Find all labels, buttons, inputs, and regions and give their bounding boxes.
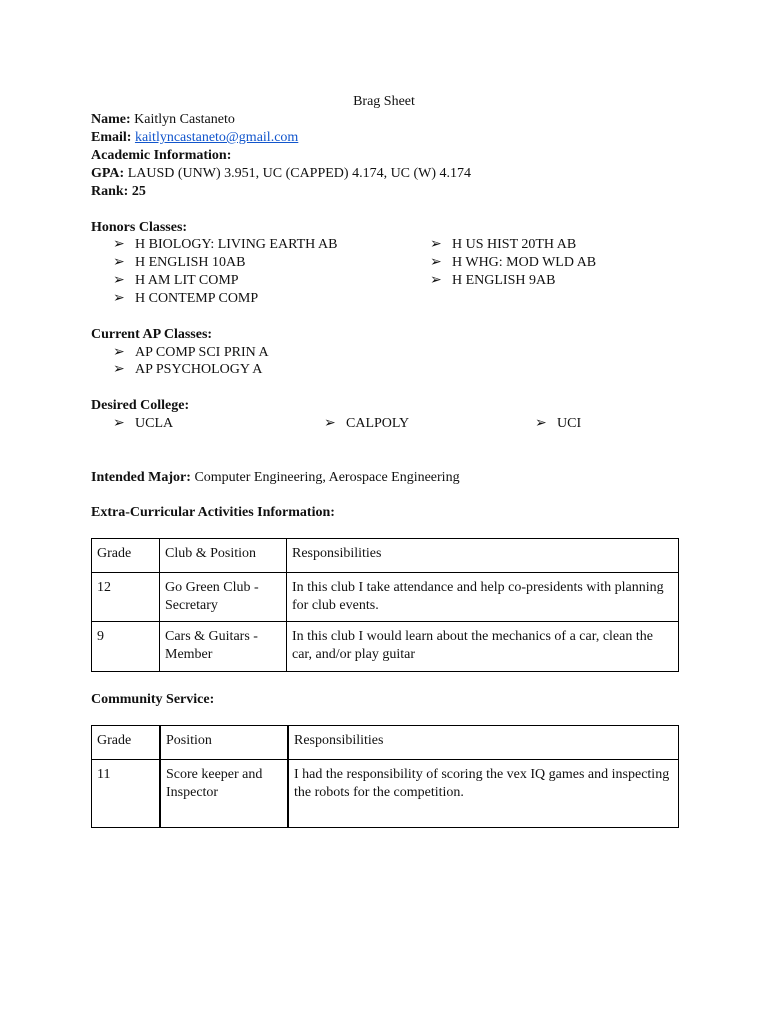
table-header-cell: Responsibilities	[288, 726, 679, 760]
table-cell: 11	[92, 760, 161, 828]
major-label: Intended Major:	[91, 470, 191, 485]
table-cell: Cars & Guitars - Member	[160, 622, 287, 672]
honors-class: H ENGLISH 9AB	[452, 273, 556, 288]
ap-class: AP PSYCHOLOGY A	[135, 362, 263, 377]
list-item	[113, 361, 262, 379]
community-service-table	[91, 725, 679, 828]
table-cell: I had the responsibility of scoring the vex IQ games and inspecting the robots for the competition.	[288, 760, 679, 828]
table-header-cell: Club & Position	[160, 539, 287, 573]
college: CALPOLY	[346, 416, 410, 431]
table-header-row	[92, 539, 679, 573]
honors-class: H CONTEMP COMP	[135, 291, 259, 306]
honors-class: H US HIST 20TH AB	[452, 237, 577, 252]
college-heading-text: Desired College:	[91, 398, 190, 413]
table-header-row	[92, 726, 679, 760]
arrow-bullet-icon: ➢	[113, 255, 125, 270]
honors-class: H WHG: MOD WLD AB	[452, 255, 597, 270]
arrow-bullet-icon: ➢	[430, 255, 442, 270]
community-heading-text: Community Service:	[91, 692, 215, 707]
page-title: Brag Sheet	[353, 94, 415, 109]
table-cell: 9	[92, 622, 160, 672]
list-item	[113, 344, 269, 362]
extracurricular-table	[91, 538, 679, 672]
arrow-bullet-icon: ➢	[535, 416, 547, 431]
arrow-bullet-icon: ➢	[113, 237, 125, 252]
arrow-bullet-icon: ➢	[113, 273, 125, 288]
table-header-cell: Grade	[92, 539, 160, 573]
college-heading	[91, 397, 189, 415]
table-header-cell: Grade	[92, 726, 161, 760]
gpa-line	[91, 165, 471, 183]
rank-label: Rank: 25	[91, 184, 146, 199]
table-row	[92, 573, 679, 622]
gpa-value: LAUSD (UNW) 3.951, UC (CAPPED) 4.174, UC (W) 4.174	[127, 166, 472, 181]
list-item	[113, 415, 173, 433]
ap-class: AP COMP SCI PRIN A	[135, 345, 269, 360]
major-value: Computer Engineering, Aerospace Engineering	[194, 470, 460, 485]
list-item	[430, 254, 596, 272]
honors-heading-text: Honors Classes:	[91, 220, 188, 235]
arrow-bullet-icon: ➢	[324, 416, 336, 431]
list-item	[430, 236, 576, 254]
list-item	[324, 415, 409, 433]
arrow-bullet-icon: ➢	[113, 345, 125, 360]
table-cell: Score keeper and Inspector	[160, 760, 288, 828]
table-cell: Go Green Club - Secretary	[160, 573, 287, 622]
list-item	[535, 415, 581, 433]
list-item	[113, 272, 239, 290]
table-cell: In this club I would learn about the mechanics of a car, clean the car, and/or play guitar	[287, 622, 679, 672]
college: UCI	[557, 416, 582, 431]
gpa-label: GPA:	[91, 166, 125, 181]
table-header-cell: Position	[160, 726, 288, 760]
community-heading	[91, 691, 214, 709]
honors-class: H BIOLOGY: LIVING EARTH AB	[135, 237, 338, 252]
academic-heading-text: Academic Information:	[91, 148, 232, 163]
arrow-bullet-icon: ➢	[430, 237, 442, 252]
table-cell: In this club I take attendance and help co-presidents with planning for club events.	[287, 573, 679, 622]
email-label: Email:	[91, 130, 132, 145]
table-header-cell: Responsibilities	[287, 539, 679, 573]
honors-class: H ENGLISH 10AB	[135, 255, 246, 270]
arrow-bullet-icon: ➢	[430, 273, 442, 288]
table-row	[92, 622, 679, 672]
name-line	[91, 111, 235, 129]
table-row	[92, 760, 679, 828]
honors-heading	[91, 219, 187, 237]
list-item	[113, 236, 337, 254]
arrow-bullet-icon: ➢	[113, 416, 125, 431]
ap-heading-text: Current AP Classes:	[91, 327, 213, 342]
list-item	[430, 272, 555, 290]
arrow-bullet-icon: ➢	[113, 362, 125, 377]
list-item	[113, 254, 245, 272]
student-name: Kaitlyn Castaneto	[134, 112, 235, 127]
list-item	[113, 290, 258, 308]
major-line	[91, 469, 460, 487]
ap-heading	[91, 326, 212, 344]
email-link[interactable]: kaitlyncastaneto@gmail.com	[134, 130, 299, 145]
table-cell: 12	[92, 573, 160, 622]
academic-heading	[91, 147, 231, 165]
college: UCLA	[135, 416, 174, 431]
email-line	[91, 129, 298, 147]
extracurricular-heading-text: Extra-Curricular Activities Information:	[91, 505, 335, 520]
name-label: Name:	[91, 112, 131, 127]
honors-class: H AM LIT COMP	[135, 273, 239, 288]
rank-line	[91, 183, 146, 201]
arrow-bullet-icon: ➢	[113, 291, 125, 306]
extracurricular-heading	[91, 504, 335, 522]
